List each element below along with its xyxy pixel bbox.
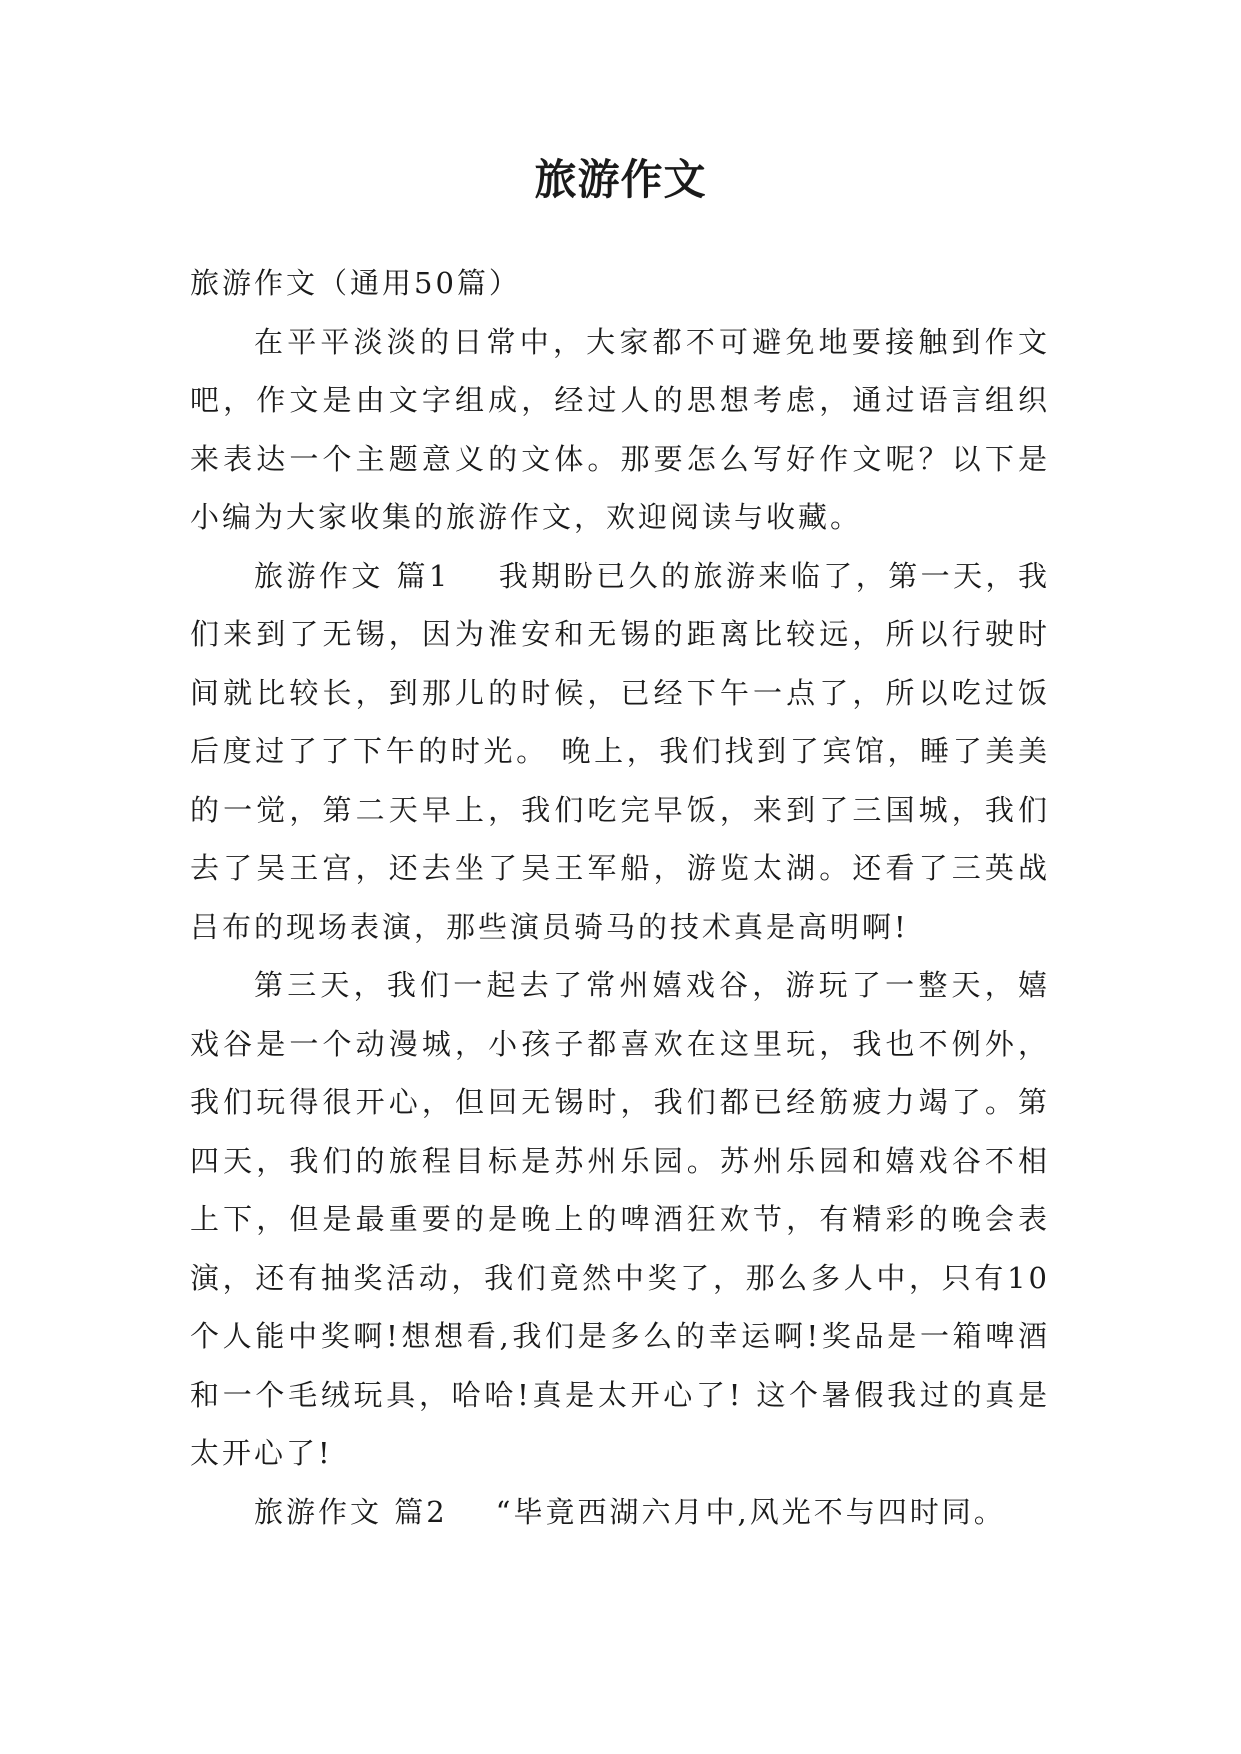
document-title: 旅游作文 [534, 155, 707, 204]
essay-1-heading: 旅游作文 篇1 [254, 558, 451, 593]
document-body [190, 254, 1050, 1541]
document-subtitle: 旅游作文（通用50篇） [190, 266, 521, 300]
intro-paragraph: 在平平淡淡的日常中，大家都不可避免地要接触到作文吧，作文是由文字组成，经过人的思想考虑，通过语言组织来表达一个主题意义的文体。那要怎么写好作文呢？以下是小编为大家收集的旅游作文，欢迎阅读与收藏。 [190, 324, 1050, 534]
essay-2-heading: 旅游作文 篇2 [254, 1494, 448, 1529]
essay-1-text-1: 我期盼已久的旅游来临了，第一天，我们来到了无锡，因为淮安和无锡的距离比较远，所以行驶时间就比较长，到那儿的时候，已经下午一点了，所以吃过饭后度过了了下午的时光。 晚上，我们找到了宾馆，睡了美美的一觉，第二天早上，我们吃完早饭，来到了三国城，我们去了吴王宫，还去坐了吴王军船，游览太湖。还看了三英战吕布的现场表演，那些演员骑马的技术真是高明啊! [190, 558, 1050, 944]
essay-2-text-1: “毕竟西湖六月中,风光不与四时同。 [495, 1494, 1006, 1529]
essay-1-paragraph-2: 第三天，我们一起去了常州嬉戏谷，游玩了一整天，嬉戏谷是一个动漫城，小孩子都喜欢在这里玩，我也不例外，我们玩得很开心，但回无锡时，我们都已经筋疲力竭了。第四天，我们的旅程目标是苏州乐园。苏州乐园和嬉戏谷不相上下，但是最重要的是晚上的啤酒狂欢节，有精彩的晚会表演，还有抽奖活动，我们竟然中奖了，那么多人中，只有10个人能中奖啊!想想看,我们是多么的幸运啊!奖品是一箱啤酒和一个毛绒玩具，哈哈!真是太开心了! 这个暑假我过的真是太开心了! [190, 968, 1050, 1470]
essay-1-paragraph-1 [190, 547, 1050, 957]
essay-2-paragraph-1 [190, 1483, 1050, 1542]
